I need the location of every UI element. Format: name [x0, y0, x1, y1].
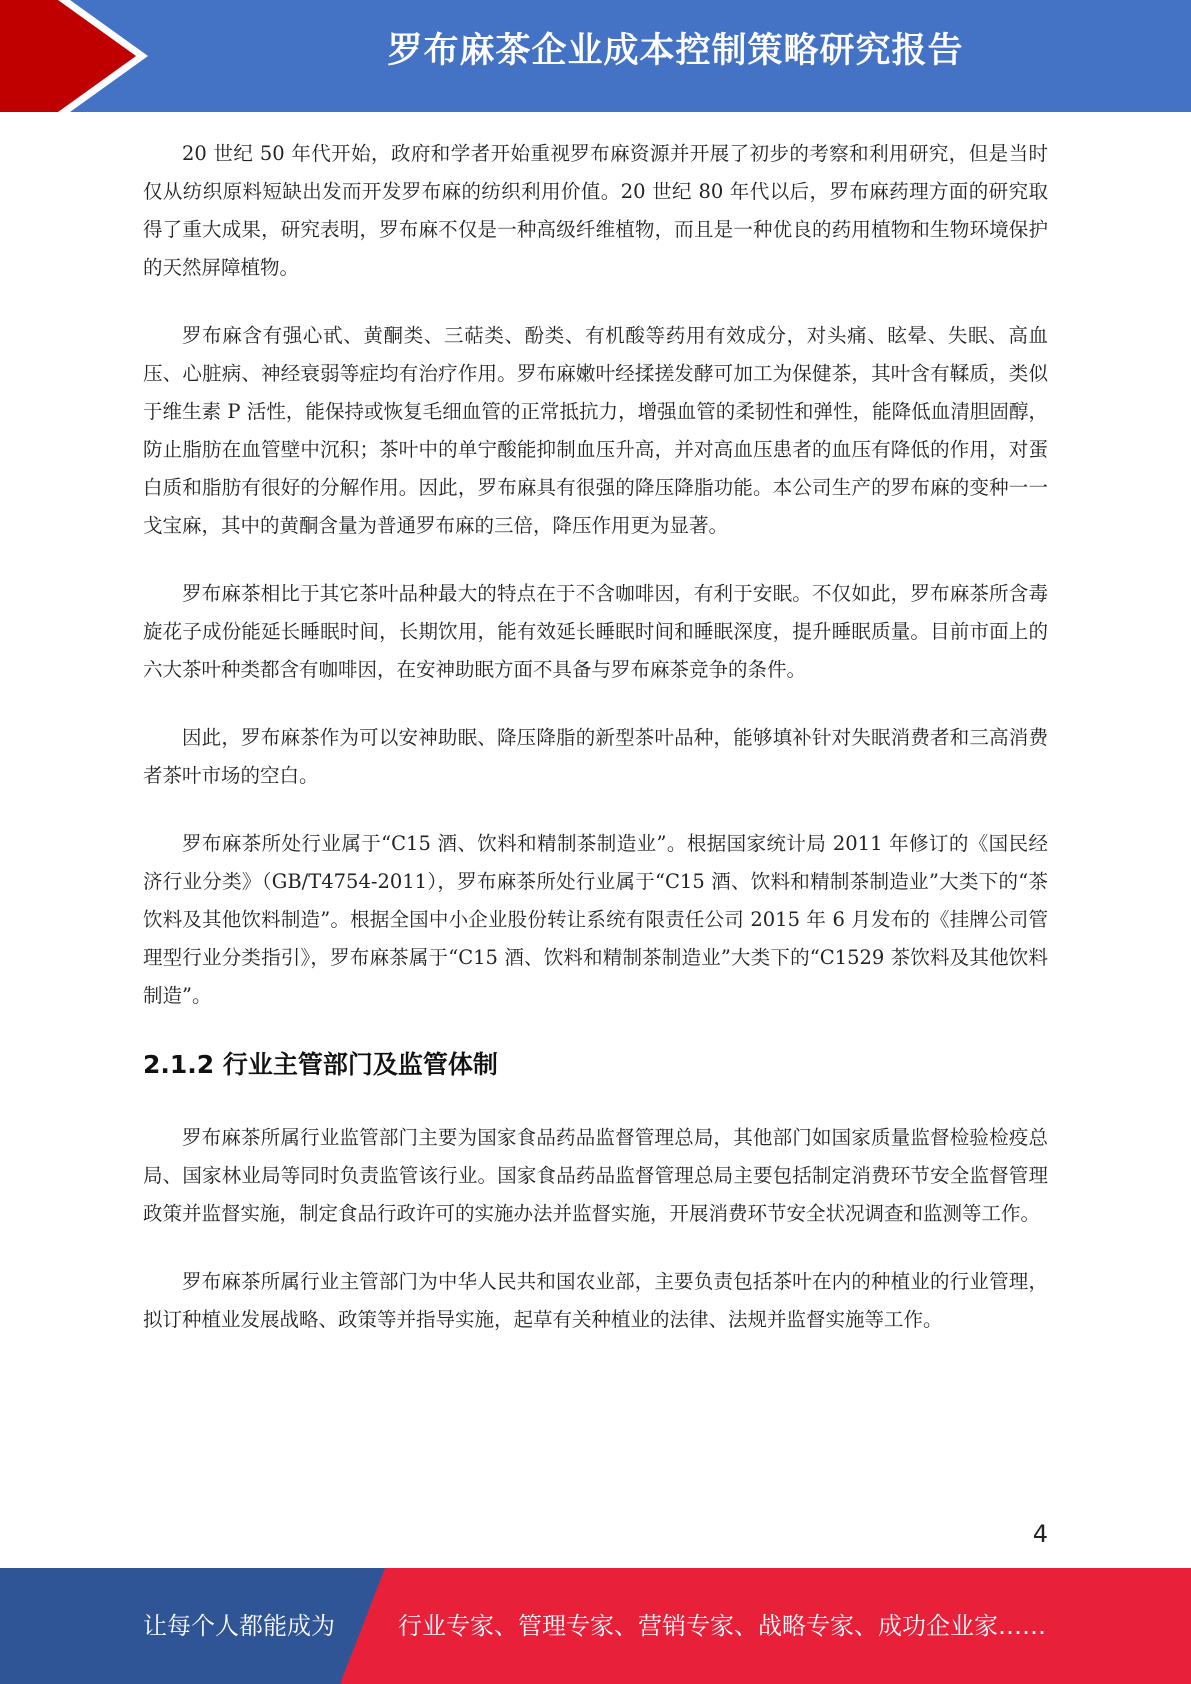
page-number: 4	[1032, 1520, 1048, 1548]
paragraph-sleep-benefits: 罗布麻茶相比于其它茶叶品种最大的特点在于不含咖啡因，有利于安眠。不仅如此，罗布麻茶所含毒旋花子成份能延长睡眠时间，长期饮用，能有效延长睡眠时间和睡眠深度，提升睡眠质量。目前市面上的六大茶叶种类都含有咖啡因，在安神助眠方面不具备与罗布麻茶竞争的条件。	[143, 582, 1048, 681]
document-title: 罗布麻茶企业成本控制策略研究报告	[387, 31, 964, 71]
paragraph-intro-history: 20 世纪 50 年代开始，政府和学者开始重视罗布麻资源并开展了初步的考察和利用研究，但是当时仅从纺织原料短缺出发而开发罗布麻的纺织利用价值。20 世纪 80 年代以后，罗布麻药理方面的研究取得了重大成果，研究表明，罗布麻不仅是一种高级纤维植物，而且是一种优良的药用植物和生物环境保护的天然屏障植物。	[143, 142, 1048, 279]
section-heading: 2.1.2 行业主管部门及监管体制	[143, 1050, 498, 1079]
document-body	[143, 135, 1048, 1369]
paragraph-industry-classification: 罗布麻茶所处行业属于“C15 酒、饮料和精制茶制造业”。根据国家统计局 2011 年修订的《国民经济行业分类》（GB/T4754-2011），罗布麻茶所处行业属于“C15 酒、饮料和精制茶制造业”大类下的“茶饮料及其他饮料制造”。根据全国中小企业股份转让系统有限责任公司 2015 年 6 月发布的《挂牌公司管理型行业分类指引》，罗布麻茶属于“C15 酒、饮料和精制茶制造业”大类下的“C1529 茶饮料及其他饮料制造”。	[143, 832, 1048, 1007]
footer-banner	[0, 1568, 1191, 1684]
footer-slogan-right: 行业专家、管理专家、营销专家、战略专家、成功企业家……	[398, 1612, 1046, 1640]
paragraph-medicinal-effects: 罗布麻含有强心甙、黄酮类、三萜类、酚类、有机酸等药用有效成分，对头痛、眩晕、失眠、高血压、心脏病、神经衰弱等症均有治疗作用。罗布麻嫩叶经揉搓发酵可加工为保健茶，其叶含有鞣质，类似于维生素 P 活性，能保持或恢复毛细血管的正常抵抗力，增强血管的柔韧性和弹性，能降低血清胆固醇，防止脂肪在血管壁中沉积；茶叶中的单宁酸能抑制血压升高，并对高血压患者的血压有降低的作用，对蛋白质和脂肪有很好的分解作用。因此，罗布麻具有很强的降压降脂功能。本公司生产的罗布麻的变种一一戈宝麻，其中的黄酮含量为普通罗布麻的三倍，降压作用更为显著。	[143, 324, 1048, 537]
footer-slogan-left: 让每个人都能成为	[143, 1612, 335, 1640]
paragraph-regulatory-authority: 罗布麻茶所属行业监管部门主要为国家食品药品监督管理总局，其他部门如国家质量监督检验检疫总局、国家林业局等同时负责监管该行业。国家食品药品监督管理总局主要包括制定消费环节安全监督管理政策并监督实施，制定食品行政许可的实施办法并监督实施，开展消费环节安全状况调查和监测等工作。	[143, 1126, 1048, 1225]
header-banner	[0, 0, 1191, 112]
paragraph-competent-authority: 罗布麻茶所属行业主管部门为中华人民共和国农业部，主要负责包括茶叶在内的种植业的行业管理，拟订种植业发展战略、政策等并指导实施，起草有关种植业的法律、法规并监督实施等工作。	[143, 1270, 1048, 1331]
paragraph-market-gap: 因此，罗布麻茶作为可以安神助眠、降压降脂的新型茶叶品种，能够填补针对失眠消费者和三高消费者茶叶市场的空白。	[143, 726, 1048, 787]
